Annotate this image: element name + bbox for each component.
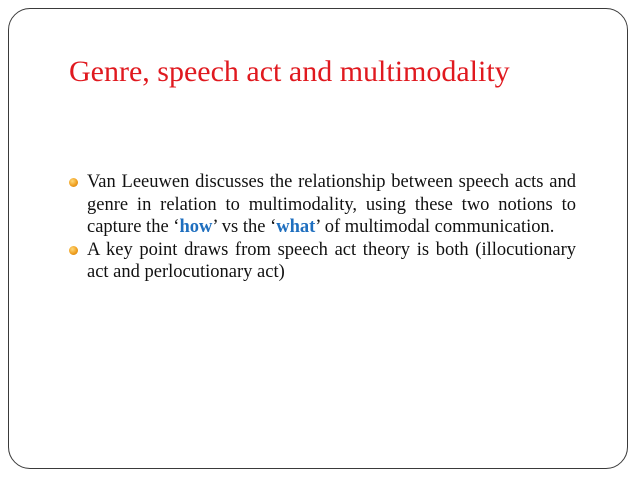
slide-title: Genre, speech act and multimodality — [69, 55, 510, 88]
keyword-what: what — [276, 217, 316, 237]
keyword-how: how — [179, 217, 213, 237]
bullet-text: A key point draws from speech act theory is both (illocutionary act and perlocutionary act) — [87, 239, 576, 282]
bullet-list — [69, 171, 576, 284]
bullet-item-key-point — [69, 239, 576, 284]
bullet-item-speech-acts-genre — [69, 171, 576, 239]
bullet-text-before: Van Leeuwen discusses the relationship between speech acts and genre in relation to multimodality, using these two notions to capture the ‘ — [87, 172, 576, 237]
bullet-text-after: ’ of multimodal communication. — [315, 217, 555, 237]
bullet-dot-icon — [69, 178, 78, 187]
bullet-dot-icon — [69, 246, 78, 255]
bullet-text-middle: ’ vs the ‘ — [212, 217, 277, 237]
